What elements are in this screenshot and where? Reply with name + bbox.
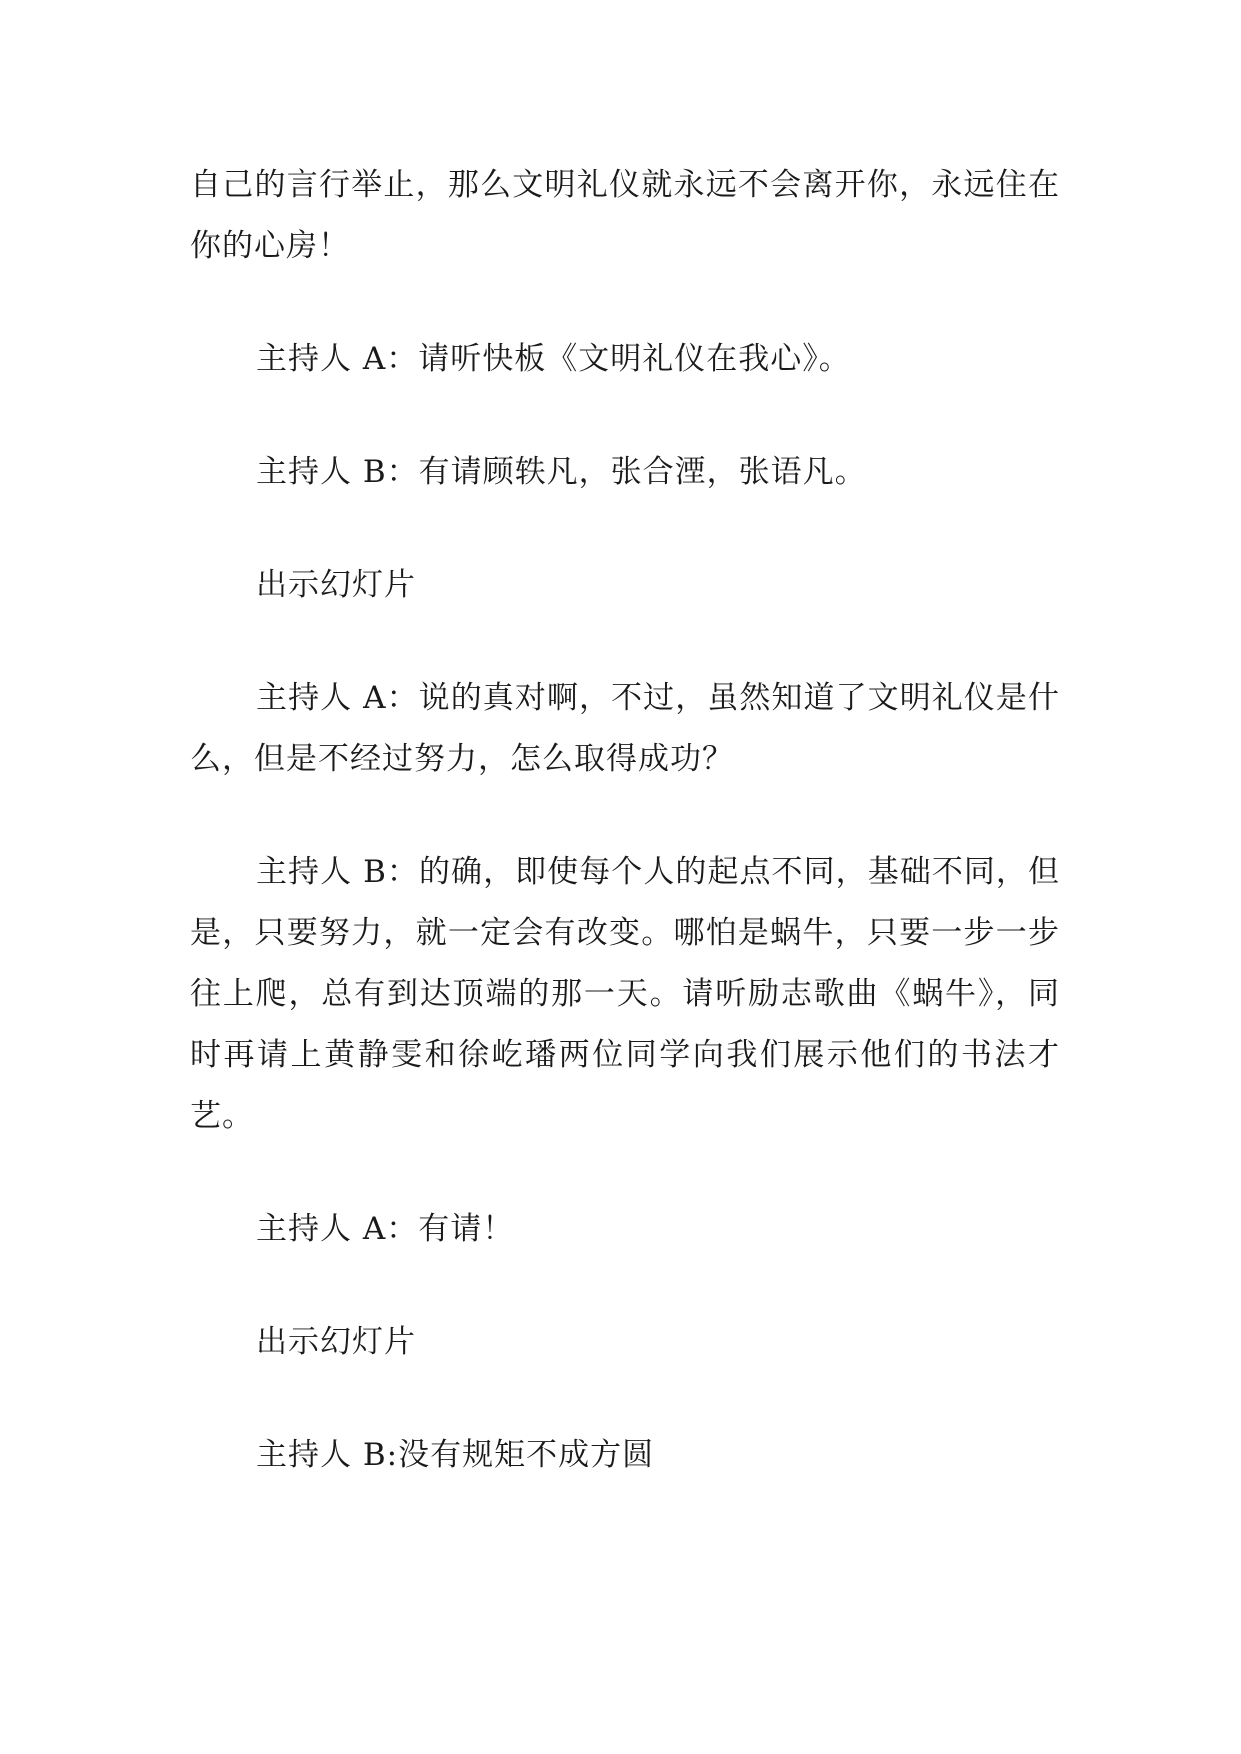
paragraph-host-b-invite: 主持人 B：有请顾轶凡，张合湮，张语凡。 [256,454,867,490]
paragraph-host-a-kuaiban: 主持人 A：请听快板《文明礼仪在我心》。 [256,341,851,377]
paragraph-host-b-snail: 主持人 B：的确，即使每个人的起点不同，基础不同，但是，只要努力，就一定会有改变。哪怕是蜗牛，只要一步一步往上爬，总有到达顶端的那一天。请听励志歌曲《蜗牛》，同时再请上黄静雯和徐屹璠两位同学向我们展示他们的书法才艺。 [190,854,1060,1134]
document-body [190,155,1060,1538]
paragraph-host-b-rules: 主持人 B:没有规矩不成方圆 [256,1437,655,1473]
paragraph-show-slides: 出示幻灯片 [256,567,416,603]
paragraph-host-a-welcome: 主持人 A：有请！ [256,1211,515,1247]
paragraph-host-a-effort: 主持人 A：说的真对啊，不过，虽然知道了文明礼仪是什么，但是不经过努力，怎么取得成功？ [190,680,1060,777]
paragraph-show-slides-2: 出示幻灯片 [256,1324,416,1360]
paragraph-continuation: 自己的言行举止，那么文明礼仪就永远不会离开你，永远住在你的心房！ [190,167,1060,264]
